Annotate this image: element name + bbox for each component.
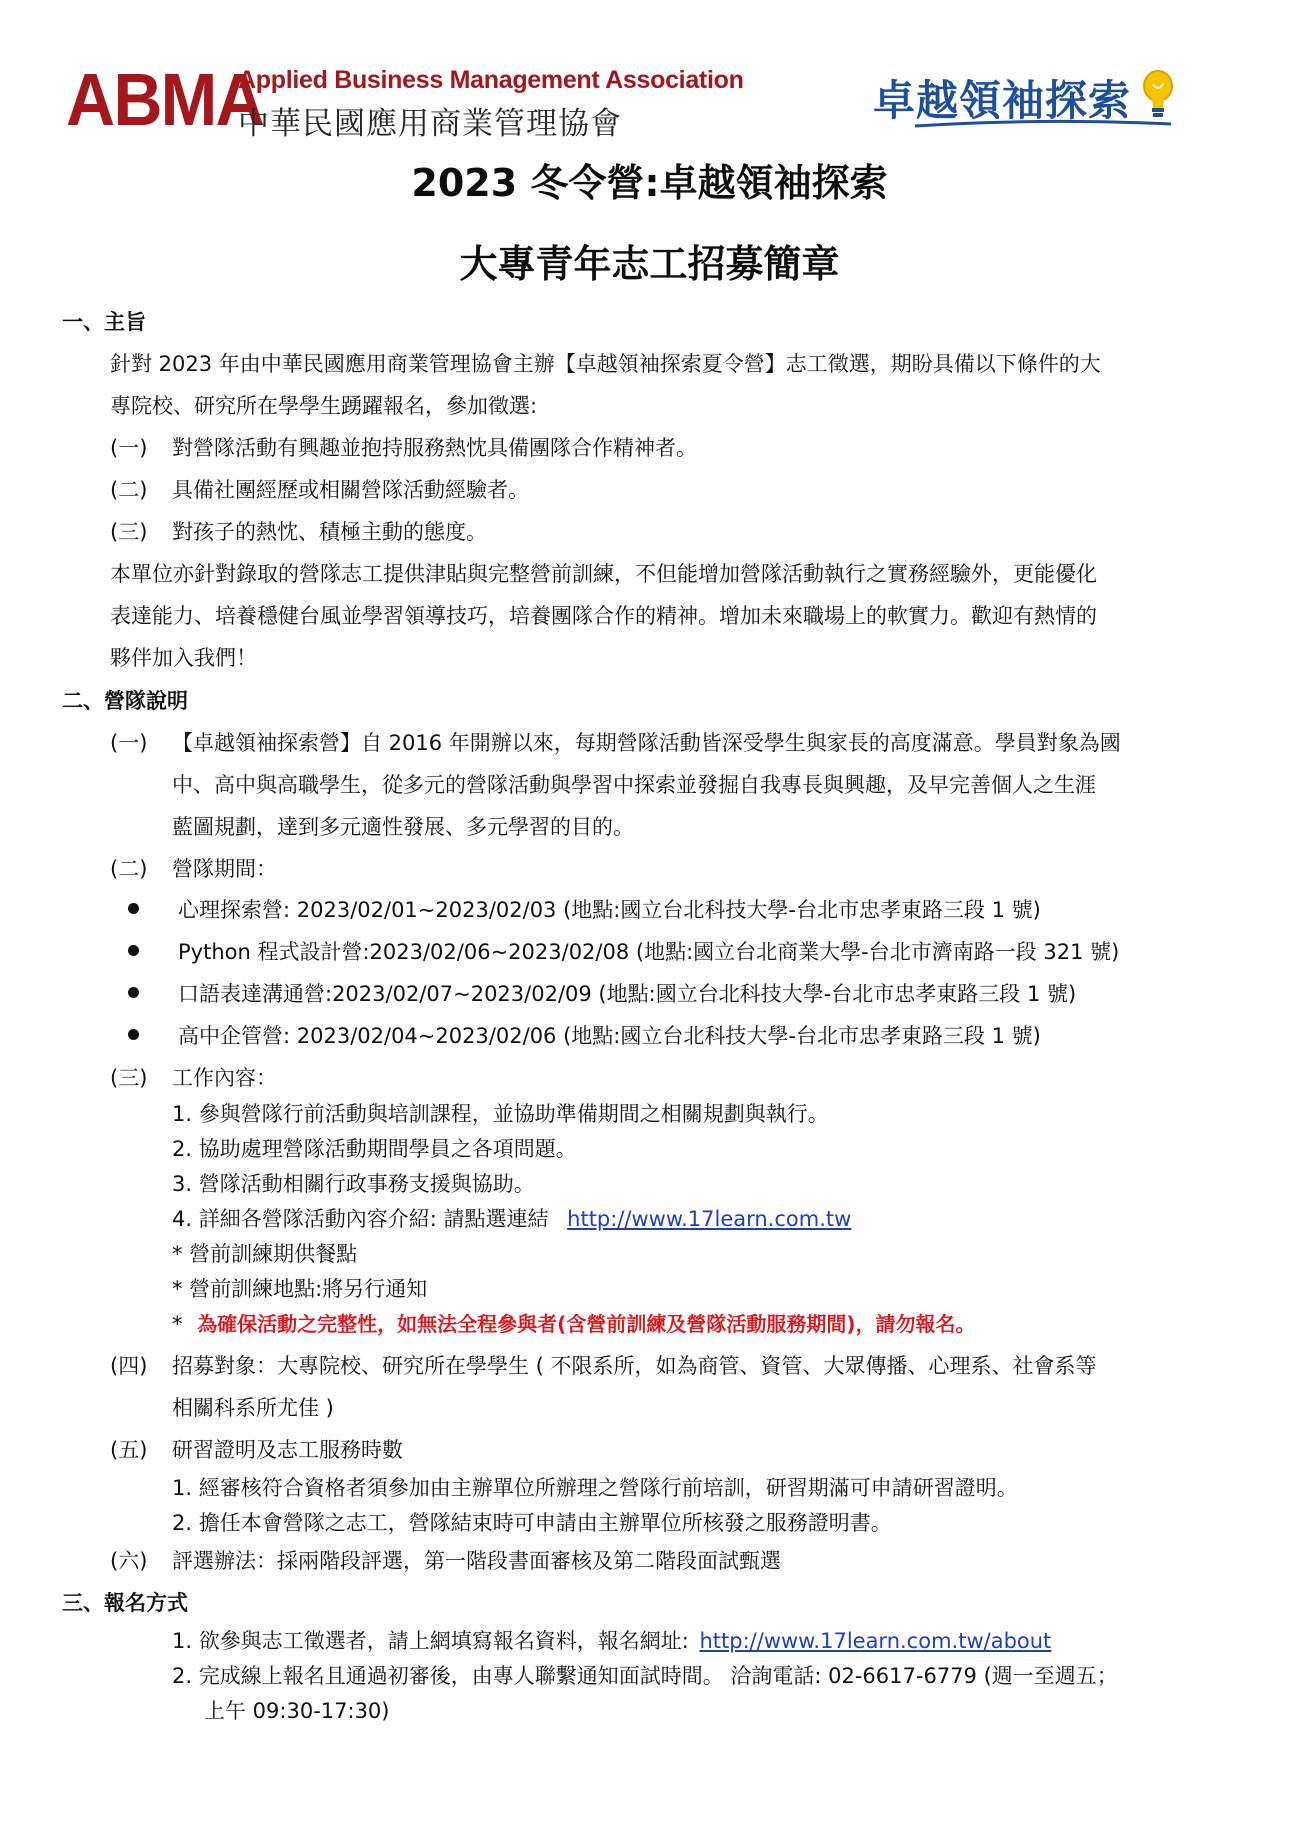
certificate-list-item: 1. 經審核符合資格者須參加由主辦單位所辦理之營隊行前培訓，研習期滿可申請研習證明。 (172, 1476, 1018, 1500)
note-warning-star: * (172, 1312, 183, 1336)
s1-item-2-text: 具備社團經歷或相關營隊活動經驗者。 (172, 478, 529, 502)
abma-logo (66, 58, 744, 142)
camp-logo (873, 62, 1183, 132)
s2-item-3-label: 工作內容： (172, 1066, 277, 1090)
registration-item-2-line-1: 2. 完成線上報名且通過初審後，由專人聯繫通知面試時間。 洽詢電話: 02-6617-6779 (週一至週五； (172, 1664, 1118, 1688)
bullet-icon (128, 903, 139, 914)
certificate-list-item: 2. 擔任本會營隊之志工，營隊結束時可申請由主辦單位所核發之服務證明書。 (172, 1511, 892, 1535)
task-4-text: 4. 詳細各營隊活動內容介紹: 請點選連結 (172, 1207, 549, 1231)
bullet-icon (128, 945, 139, 956)
section-2-heading: 二、營隊說明 (62, 689, 188, 713)
s1-item-2-number: (二) (110, 478, 148, 502)
s2-item-1-number: (一) (110, 731, 148, 755)
s2-item-2-number: (二) (110, 857, 148, 881)
s2-item-3-number: (三) (110, 1066, 148, 1090)
camp-details-link[interactable]: http://www.17learn.com.tw (567, 1207, 852, 1231)
task-list-item: 1. 參與營隊行前活動與培訓課程，並協助準備期間之相關規劃與執行。 (172, 1102, 829, 1126)
camp-list-item: 心理探索營: 2023/02/01~2023/02/03 (地點:國立台北科技大學-台北市忠孝東路三段 1 號) (178, 898, 1041, 922)
page-title: 2023 冬令營:卓越領袖探索 (411, 161, 888, 205)
s2-item-4-number: (四) (110, 1354, 148, 1378)
note-warning (172, 1308, 975, 1337)
section-1-heading: 一、主旨 (62, 310, 146, 334)
camp-logo-text: 卓越領袖探索 (873, 76, 1132, 125)
camp-list-item: Python 程式設計營:2023/02/06~2023/02/08 (地點:國立台北商業大學-台北市濟南路一段 321 號) (178, 940, 1120, 964)
note-meals: * 營前訓練期供餐點 (172, 1242, 358, 1266)
lightbulb-icon (1141, 68, 1175, 120)
registration-link[interactable]: http://www.17learn.com.tw/about (699, 1629, 1052, 1653)
s2-item-2-label: 營隊期間： (172, 857, 277, 881)
bullet-icon (128, 987, 139, 998)
registration-item-2-line-2: 上午 09:30-17:30) (204, 1699, 390, 1723)
section-3-heading: 三、報名方式 (62, 1591, 188, 1615)
s2-item-1-line-1: 【卓越領袖探索營】自 2016 年開辦以來，每期營隊活動皆深受學生與家長的高度滿意。學員對象為國 (172, 731, 1121, 755)
camp-list-item: 高中企管營: 2023/02/04~2023/02/06 (地點:國立台北科技大學-台北市忠孝東路三段 1 號) (178, 1024, 1041, 1048)
task-list-item-4 (172, 1203, 851, 1233)
s2-item-1-line-2: 中、高中與高職學生，從多元的營隊活動與學習中探索並發掘自我專長與興趣，及早完善個人之生涯 (172, 773, 1096, 797)
s2-item-4-line-2: 相關科系所尤佳 ) (172, 1396, 334, 1420)
abma-logo-mark: ABMA (66, 58, 263, 141)
registration-item-1 (172, 1625, 1051, 1655)
note-training-location: * 營前訓練地點:將另行通知 (172, 1277, 428, 1301)
bullet-icon (128, 1029, 139, 1040)
s1-paragraph-line-3: 夥伴加入我們！ (110, 646, 257, 670)
s1-intro-line-1: 針對 2023 年由中華民國應用商業管理協會主辦【卓越領袖探索夏令營】志工徵選，期盼具備以下條件的大 (110, 352, 1101, 376)
abma-logo-chinese-name: 中華民國應用商業管理協會 (238, 106, 622, 142)
s1-item-3-text: 對孩子的熱忱、積極主動的態度。 (172, 520, 487, 544)
s1-item-1-text: 對營隊活動有興趣並抱持服務熱忱具備團隊合作精神者。 (172, 436, 697, 460)
s2-item-1-line-3: 藍圖規劃，達到多元適性發展、多元學習的目的。 (172, 815, 634, 839)
abma-logo-english-name: Applied Business Management Association (238, 66, 744, 94)
s1-item-1-number: (一) (110, 436, 148, 460)
s2-item-6-number: (六) (110, 1549, 148, 1573)
task-list-item: 3. 營隊活動相關行政事務支援與協助。 (172, 1172, 535, 1196)
s1-item-3-number: (三) (110, 520, 148, 544)
note-warning-text: 為確保活動之完整性，如無法全程參與者(含營前訓練及營隊活動服務期間)，請勿報名。 (197, 1312, 976, 1336)
page-subtitle: 大專青年志工招募簡章 (459, 242, 840, 286)
registration-item-1-text: 1. 欲參與志工徵選者，請上網填寫報名資料，報名網址: (172, 1629, 689, 1653)
s2-item-4-line-1: 招募對象：大專院校、研究所在學學生 ( 不限系所，如為商管、資管、大眾傳播、心理系、社會系等 (172, 1354, 1097, 1378)
s2-item-5-label: 研習證明及志工服務時數 (172, 1438, 403, 1462)
s2-item-5-number: (五) (110, 1438, 148, 1462)
s1-paragraph-line-2: 表達能力、培養穩健台風並學習領導技巧，培養團隊合作的精神。增加未來職場上的軟實力。歡迎有熱情的 (110, 604, 1097, 628)
camp-list-item: 口語表達溝通營:2023/02/07~2023/02/09 (地點:國立台北科技大學-台北市忠孝東路三段 1 號) (178, 982, 1077, 1006)
s2-item-6-text: 評選辦法：採兩階段評選，第一階段書面審核及第二階段面試甄選 (172, 1549, 781, 1573)
task-list-item: 2. 協助處理營隊活動期間學員之各項問題。 (172, 1137, 577, 1161)
s1-paragraph-line-1: 本單位亦針對錄取的營隊志工提供津貼與完整營前訓練，不但能增加營隊活動執行之實務經驗外，更能優化 (110, 562, 1097, 586)
logo-underline-swoosh (913, 116, 1173, 130)
s1-intro-line-2: 專院校、研究所在學學生踴躍報名，參加徵選: (110, 394, 538, 418)
